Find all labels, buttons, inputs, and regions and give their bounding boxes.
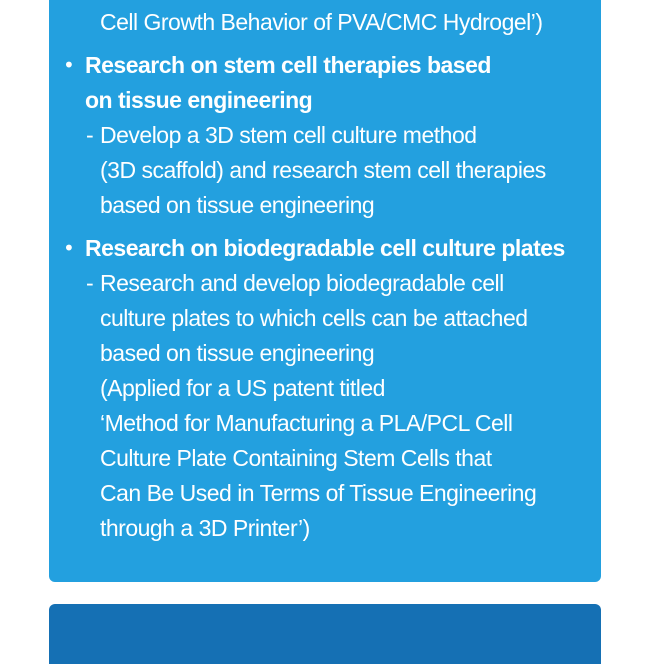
section-heading: Research on stem cell therapies based xyxy=(85,52,491,78)
section-body-line: Can Be Used in Terms of Tissue Engineering xyxy=(100,480,537,506)
section-body-line: through a 3D Printer’) xyxy=(100,515,310,541)
section-body-line: Develop a 3D stem cell culture method xyxy=(100,122,477,148)
section-heading: on tissue engineering xyxy=(85,87,313,113)
section-body-line: Research and develop biodegradable cell xyxy=(100,270,504,296)
section-body-line: (3D scaffold) and research stem cell therapies xyxy=(100,157,546,183)
next-panel xyxy=(49,604,601,664)
section-body-line: (Applied for a US patent titled xyxy=(100,375,385,401)
bullet-icon: • xyxy=(63,236,75,260)
section-body-line: based on tissue engineering xyxy=(100,192,375,218)
section-heading: Research on biodegradable cell culture plates xyxy=(85,235,565,261)
section-body-line: ‘Method for Manufacturing a PLA/PCL Cell xyxy=(100,410,513,436)
section-body-line: based on tissue engineering xyxy=(100,340,375,366)
section-body-line: Culture Plate Containing Stem Cells that xyxy=(100,445,492,471)
dash-marker: - xyxy=(86,122,94,148)
bullet-icon: • xyxy=(63,53,75,77)
dash-marker: - xyxy=(86,270,94,296)
section-body-line: culture plates to which cells can be attached xyxy=(100,305,528,331)
intro-continuation: Cell Growth Behavior of PVA/CMC Hydrogel’) xyxy=(100,9,543,35)
